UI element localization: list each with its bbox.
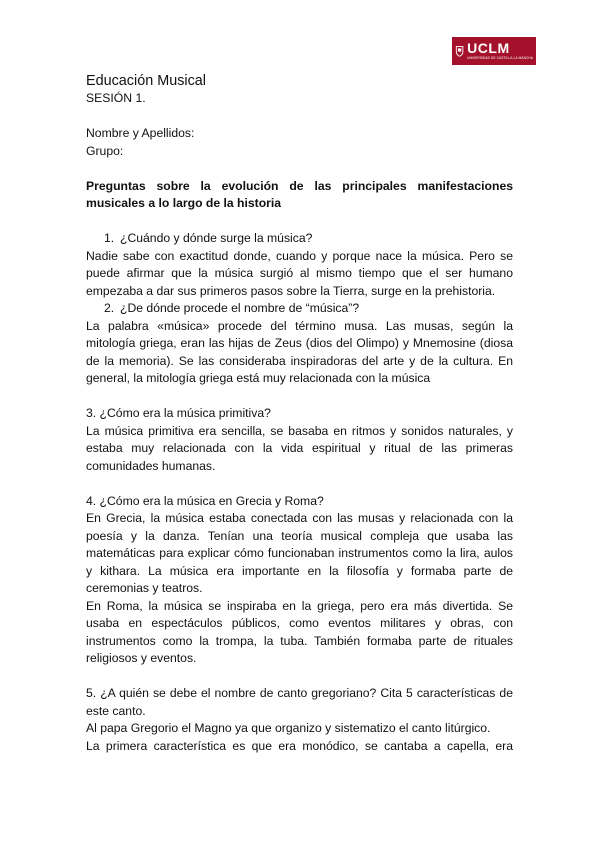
answer-5-line-2: La primera característica es que era monódico, se cantaba a capella, era: [86, 738, 513, 753]
question-3: 3. ¿Cómo era la música primitiva?: [86, 406, 271, 420]
name-label: Nombre y Apellidos:: [86, 126, 195, 140]
question-2: [104, 300, 513, 318]
document-title: Preguntas sobre la evolución de las principales manifestaciones musicales a lo largo de la historia: [86, 178, 513, 210]
answer-2: La palabra «música» procede del término musa. Las musas, según la mitología griega, eran las hijas de Zeus (dios del Olimpo) y Mnemosine (diosa de la memoria). Se las consideraba inspiradoras del arte y de la cultura. En general, la mitología griega está muy relacionada con la música: [86, 318, 513, 385]
answer-3: La música primitiva era sencilla, se basaba en ritmos y sonidos naturales, y estaba muy relacionada con la vida espiritual y ritual de las primeras comunidades humanas.: [86, 423, 513, 473]
question-2-text: ¿De dónde procede el nombre de “música”?: [120, 301, 360, 315]
group-label: Grupo:: [86, 143, 124, 158]
answer-4-rome: En Roma, la música se inspiraba en la griega, pero era más divertida. Se usaba en espectáculos públicos, como eventos militares y obras, con instrumentos como la trompa, la tuba. También formaba parte de rituales religiosos y eventos.: [86, 598, 513, 665]
question-5: 5. ¿A quién se debe el nombre de canto gregoriano? Cita 5 características de este canto.: [86, 686, 513, 718]
answer-5-line-1: Al papa Gregorio el Magno ya que organizo y sistematizo el canto litúrgico.: [86, 721, 491, 735]
logo-wordmark: UCLM: [467, 40, 510, 57]
numbered-questions: [86, 230, 513, 248]
logo-subtitle: UNIVERSIDAD DE CASTILLA-LA MANCHA: [467, 56, 533, 61]
answer-4-greece: En Grecia, la música estaba conectada con las musas y relacionada con la poesía y la danza. Tenían una teoría musical compleja que usaba las matemáticas para explicar cómo funcionaban instrumentos como la lira, aulos y kithara. La música era importante en la filosofía y formaba parte de ceremonias y teatros.: [86, 511, 513, 595]
question-1-number: 1.: [104, 231, 115, 245]
question-2-number: 2.: [104, 301, 115, 315]
question-1-text: ¿Cuándo y dónde surge la música?: [120, 231, 313, 245]
session-label: SESIÓN 1.: [86, 91, 146, 105]
document-body: [86, 72, 513, 755]
question-4: 4. ¿Cómo era la música en Grecia y Roma?: [86, 493, 324, 508]
course-title: Educación Musical: [86, 73, 206, 89]
question-1: [104, 230, 513, 248]
uclm-logo: [452, 37, 536, 65]
answer-1: Nadie sabe con exactitud donde, cuando y porque nace la música. Pero se puede afirmar que la música surgió al mismo tiempo que el ser humano empezaba a dar sus primeros pasos sobre la Tierra, surge en la prehistoria.: [86, 248, 513, 298]
crest-icon: [455, 42, 464, 60]
